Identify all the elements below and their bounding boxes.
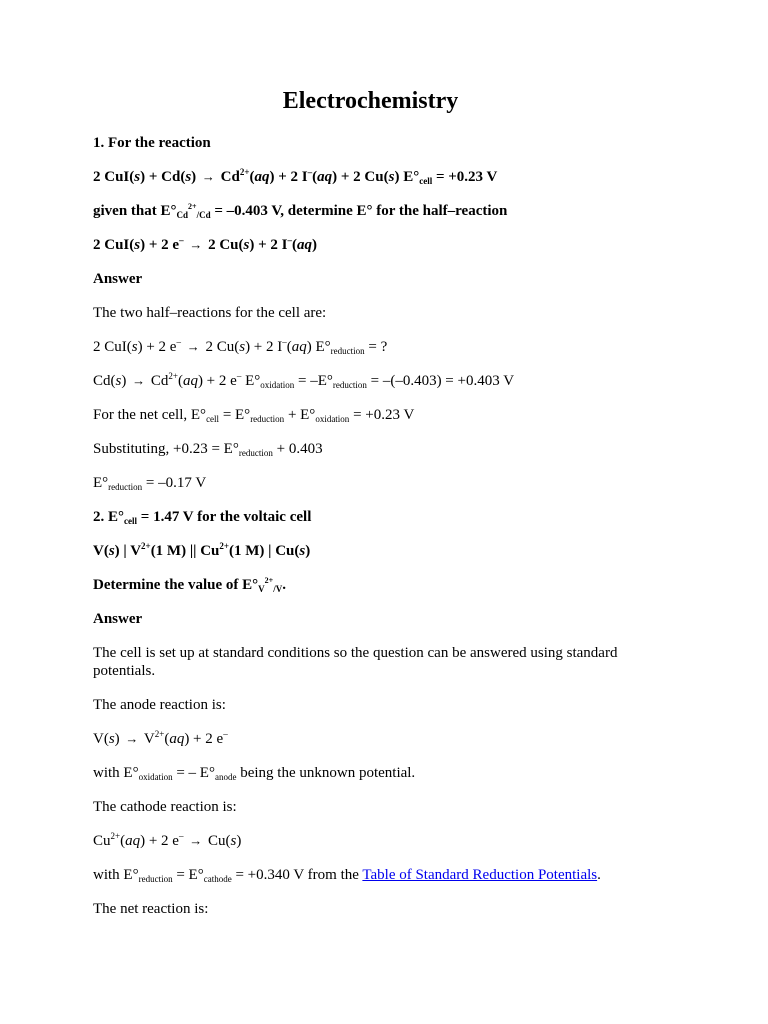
q1-half-reaction: 2 CuI(s) + 2 e– → 2 Cu(s) + 2 I–(aq) — [93, 235, 317, 253]
q1-heading: 1. For the reaction — [93, 135, 211, 151]
q1-line-oxidation: $Cd(s) \to Cd^{2+}(aq) + 2$ e– $E^\circ_{oxidation} = -E^\circ_{reduction} = -(-0.403) = +0.403$ V — [93, 371, 515, 390]
q2-cathode-note: with $E^\circ_{reduction} = E^\circ_{cathode} = +0.340$ V from the Table of Standard Reduction Potentials. — [93, 867, 601, 884]
q2-anode-intro: The anode reaction is: — [93, 697, 226, 713]
q1-cell-reaction: 2 $CuI(s) + Cd(s) \to Cd^{2+}(aq) + 2$ I–(aq) + 2 Cu(s) $E^\circ_{cell} = +0.23$ V — [93, 167, 498, 186]
q1-line-result: $E^\circ_{reduction} = -0.17$ V — [93, 475, 207, 492]
q1-given: given that $E^\circ_{Cd^{2+}/Cd} = -0.403$ V, determine E° for the half–reaction — [93, 202, 508, 220]
q2-cell-notation: V(s) | $V^{2+}(1$ M) || $Cu^{2+}(1$ M) | Cu(s) — [93, 541, 311, 559]
reaction-arrow-icon: → — [189, 237, 203, 252]
reaction-arrow-icon: → — [132, 373, 146, 388]
reduction-potentials-table-link[interactable]: Table of Standard Reduction Potentials — [362, 867, 598, 883]
q1-intro: The two half–reactions for the cell are: — [93, 305, 327, 321]
q1-line-substituting: Substituting, $+0.23 = E^\circ_{reduction} + 0.403$ — [93, 441, 323, 458]
q2-cathode-reaction: $Cu^{2+}(aq) + 2$ e– → Cu(s) — [93, 831, 242, 849]
q2-net-intro: The net reaction is: — [93, 901, 209, 917]
q2-anode-reaction: $V(s) \to V^{2+}(aq) + 2$ e– — [93, 729, 228, 747]
q2-answer-label: Answer — [93, 611, 143, 627]
q1-line-net-cell: For the net cell, $E^\circ_{cell} = E^\circ_{reduction} + E^\circ_{oxidation} = +0.23$ V — [93, 407, 415, 424]
q2-paragraph: The cell is set up at standard conditions so the question can be answered using standard potentials. — [93, 645, 618, 679]
page-title: Electrochemistry — [282, 88, 459, 114]
q2-determine: Determine the value of $E^\circ_{V^{2+}/V}$. — [93, 576, 286, 594]
reaction-arrow-icon: → — [186, 339, 200, 354]
q1-answer-label: Answer — [93, 271, 143, 287]
q2-heading: 2. $E^\circ_{cell} = 1.47$ V for the voltaic cell — [93, 509, 312, 526]
q2-cathode-intro: The cathode reaction is: — [93, 799, 237, 815]
reaction-arrow-icon: → — [189, 833, 203, 848]
q2-anode-note: with $E^\circ_{oxidation}$ = – $E^\circ_{anode}$ being the unknown potential. — [93, 765, 416, 782]
reaction-arrow-icon: → — [201, 169, 215, 184]
q1-line-reduction: 2 CuI(s) + 2 e– → 2 Cu(s) + 2 I–(aq) $E^\circ_{reduction}$ = ? — [93, 337, 388, 356]
reaction-arrow-icon: → — [125, 731, 139, 746]
